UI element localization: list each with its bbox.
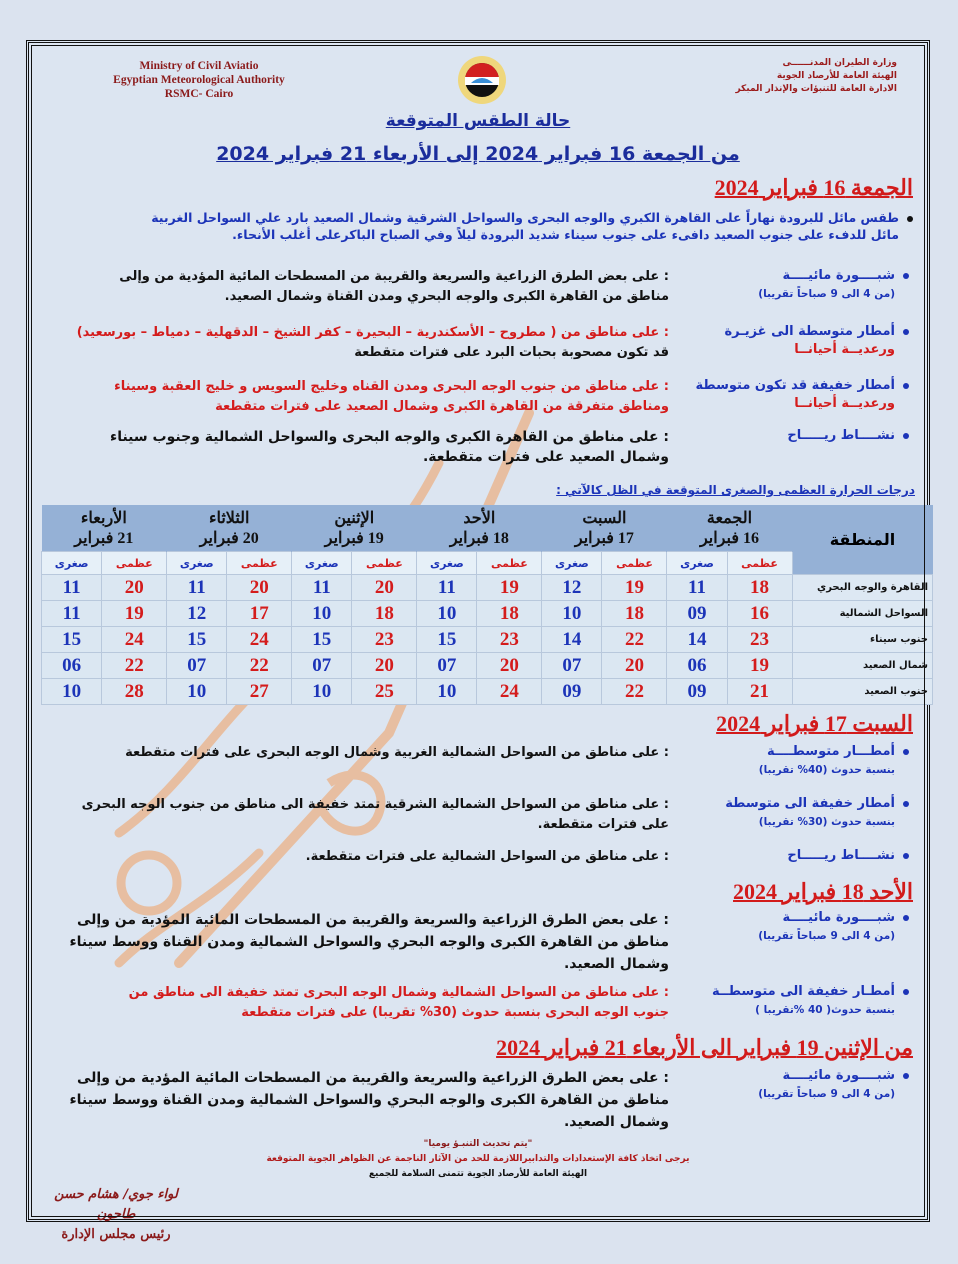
min-temp-cell: 14 bbox=[667, 627, 727, 653]
max-temp-cell: 18 bbox=[602, 601, 667, 627]
day1-summary-line1: طقس مائل للبرودة نهاراً على القاهرة الكبري والوجه البحرى والسواحل الشرقية وشمال الصعيد بارد علي السواحل الغربية bbox=[49, 209, 913, 226]
bullet-icon bbox=[903, 383, 909, 389]
max-temp-cell: 23 bbox=[352, 627, 417, 653]
light-rain-text: : على مناطق من جنوب الوجه البحرى ومدن القناه وخليج السويس و خليج العقبة وسيناء ومناطق متفرقة من القاهرة الكبرى وشمال الصعيد على فترات متقطعة bbox=[114, 379, 669, 414]
header-ministry-ar: وزارة الطيران المدنــــــى bbox=[782, 58, 897, 68]
bullet-icon bbox=[903, 273, 909, 279]
max-temp-cell: 20 bbox=[477, 653, 542, 679]
forecast-document: Ministry of Civil Aviatio Egyptian Meteorological Authority RSMC- Cairo وزارة الطيران المدنــــــى الهيئة العامة للأرصاد الجوية الادارة العامة للتنبؤات والإنذار المبكر حالة الطقس المتوقعة من الجمعة 16 فبراير 2024 إلى الأربعاء 21 فبراير 2024 الجمعة 16 فبراير 2024 طقس مائل للبرودة نهاراً على القاهرة الكبري والوجه البحرى والسواحل الشرقية وشمال الصعيد بارد علي السواحل الغربية مائل للدفء على جنوب الصعيد دافىء على جنوب سيناء شديد البرودة ليلاً وفي الصباح الباكرعلى أغلب الأنحاء. شبــــورة مائيــــة (من 4 الى 9 صباحاً تقريبا) : على بعض الطرق الزراعية والسريعة والقريبة من المسطحات المائية المؤدية من وإلى مناطق من القاهرة الكبرى والوجه البحري ومدن القناة وشمال الصعيد. أمطار متوسطة الى غزيـرة ورعديــة أحيانــا : على مناطق من ( مطروح – الأسكندرية – البحيرة – كفر الشيخ – الدقهلية – دمياط – بورسعيد) قد تكون مصحوبة بحبات البرد على فترات متقطعة أمطار خفيفة قد تكون متوسطة ورعديــة أحيانــا : على مناطق من جنوب الوجه البحرى ومدن القناه وخليج السويس و خليج العقبة وسيناء ومناطق متفرقة من القاهرة الكبرى وشمال الصعيد على فترات متقطعة نشــــاط ريـــــاح : على مناطق من القاهرة الكبرى والوجه البحرى والسواحل الشمالية وجنوب سيناء وشمال الصعيد على فترات متقطعة. درجات الحرارة العظمى والصغرى المتوقعة في الظل كالآتي : المنطقة الجمعة 16 فبراير السبت 17 فبراير الأحد 18 فبراير الإثنين 19 فبراير الثلاثاء 20 فبراير الأربعاء 21 فبراير عظمى صغرى عظمى صغرى عظمى صغرى عظمى صغرى عظمى صغرى عظمى صغرى القاهرة والوجه البحري 18 11 19 12 19 11 20 11 20 11 20 11 السواحل الشمالية 16 09 18 10 18 10 18 10 17 12 19 11 جنوب سيناء 23 14 22 14 23 15 23 15 24 15 24 15 شمال الصعيد 19 06 20 07 20 07 20 07 22 07 22 06 جنوب الصعيد 21 09 22 09 24 10 25 10 27 10 28 10 السبت 17 فبراير 2024 أمطـــار متوسطــــة بنسبة حدوث (40% تقريبا) : على مناطق من السواحل الشمالية الغربية وشمال الوجه البحرى على فترات متقطعة أمطار خفيفة الى متوسطة بنسبة حدوث (30% تقريبا) : على مناطق من السواحل الشمالية الشرقية تمتد خفيفة الى مناطق من جنوب الوجه البحرى على فترات متقطعة. نشــــاط ريـــــاح : على مناطق من السواحل الشمالية على فترات متقطعة. الأحد 18 فبراير 2024 شبــــورة مائيــــة (من 4 الى 9 صباحاً تقريبا) : على بعض الطرق الزراعية والسريعة والقريبة من المسطحات المائية المؤدية من وإلى مناطق من القاهرة الكبرى والوجه البحري والسواحل الشمالية ومدن القناة ووسط سيناء وشمال الصعيد. أمطـار خفيفة الى متوسطــة بنسبة حدوث( 40 %تقريبا ) : على مناطق من السواحل الشمالية وشمال الوجه البحرى تمتد خفيفة الى مناطق من جنوب الوجه البحرى بنسبة حدوث (30% تقريبا) على فترات متقطعة من الإثنين 19 فبراير الى الأربعاء 21 فبراير 2024 شبــــورة مائيــــة (من 4 الى 9 صباحاً تقريبا) : على بعض الطرق الزراعية والسريعة والقريبة من المسطحات المائية المؤدية من وإلى مناطق من القاهرة الكبرى والوجه البحري والسواحل الشمالية ومدن القناة ووسط سيناء وشمال الصعيد. "يتم تحديث التنبـؤ يوميا" يرجى اتخاذ كافة الإستعدادات والتدابيراللازمة للحد من الآثار الناجمة عن الظواهر الجوية المتوقعة الهيئة العامة للأرصاد الجوية تتمنى السلامة للجميع لواء جوي/ هشام حسن طاحون رئيس مجلس الإدارة bbox=[26, 40, 930, 1222]
signature-title: رئيس مجلس الإدارة bbox=[61, 1227, 171, 1242]
min-temp-cell: 12 bbox=[167, 601, 227, 627]
min-temp-cell: 15 bbox=[42, 627, 102, 653]
min-temp-cell: 09 bbox=[667, 679, 727, 705]
day2-heading: السبت 17 فبراير 2024 bbox=[716, 711, 913, 736]
header-ministry: Ministry of Civil Aviatio bbox=[139, 60, 259, 72]
update-note: "يتم تحديث التنبـؤ يوميا" bbox=[423, 1139, 533, 1149]
min-temp-cell: 10 bbox=[167, 679, 227, 705]
table-row: شمال الصعيد 19 06 20 07 20 07 20 07 22 07 22 06 bbox=[42, 653, 933, 679]
min-temp-cell: 11 bbox=[42, 601, 102, 627]
max-temp-cell: 16 bbox=[727, 601, 792, 627]
min-temp-cell: 12 bbox=[542, 575, 602, 601]
min-temp-cell: 10 bbox=[417, 601, 477, 627]
min-temp-cell: 10 bbox=[542, 601, 602, 627]
min-temp-cell: 15 bbox=[167, 627, 227, 653]
safety-note: الهيئة العامة للأرصاد الجوية تتمنى السلامة للجميع bbox=[368, 1169, 588, 1179]
precaution-note: يرجى اتخاذ كافة الإستعدادات والتدابيراللازمة للحد من الآثار الناجمة عن الظواهر الجوية المتوقعة bbox=[266, 1154, 690, 1164]
day-header: الثلاثاء 20 فبراير bbox=[167, 505, 292, 552]
header-authority: Egyptian Meteorological Authority bbox=[113, 74, 285, 86]
max-temp-cell: 20 bbox=[602, 653, 667, 679]
bullet-icon bbox=[907, 216, 913, 222]
table-row: جنوب سيناء 23 14 22 14 23 15 23 15 24 15 24 15 bbox=[42, 627, 933, 653]
day-header: الجمعة 16 فبراير bbox=[667, 505, 792, 552]
day-header: الإثنين 19 فبراير bbox=[292, 505, 417, 552]
fog-text: : على بعض الطرق الزراعية والسريعة والقريبة من المسطحات المائية المؤدية من وإلى مناطق من القاهرة الكبرى والوجه البحري ومدن القناة وشمال الصعيد. bbox=[119, 269, 669, 304]
temps-intro: درجات الحرارة العظمى والصغرى المتوقعة في الظل كالآتي : bbox=[556, 483, 915, 497]
min-temp-cell: 11 bbox=[42, 575, 102, 601]
table-row: جنوب الصعيد 21 09 22 09 24 10 25 10 27 10 28 10 bbox=[42, 679, 933, 705]
min-temp-cell: 10 bbox=[417, 679, 477, 705]
min-temp-cell: 11 bbox=[667, 575, 727, 601]
max-temp-cell: 27 bbox=[227, 679, 292, 705]
max-temp-cell: 28 bbox=[102, 679, 167, 705]
max-temp-cell: 20 bbox=[227, 575, 292, 601]
max-temp-cell: 24 bbox=[477, 679, 542, 705]
max-temp-cell: 22 bbox=[602, 627, 667, 653]
min-temp-cell: 10 bbox=[292, 679, 352, 705]
page-title: حالة الطقس المتوقعة bbox=[385, 111, 571, 131]
min-temp-cell: 07 bbox=[542, 653, 602, 679]
min-temp-cell: 15 bbox=[292, 627, 352, 653]
bullet-icon bbox=[903, 1073, 909, 1079]
wind-text: : على مناطق من القاهرة الكبرى والوجه البحرى والسواحل الشمالية وجنوب سيناء وشمال الصعيد على فترات متقطعة. bbox=[110, 429, 669, 465]
day-header: الأربعاء 21 فبراير bbox=[42, 505, 167, 552]
max-temp-cell: 17 bbox=[227, 601, 292, 627]
max-temp-cell: 20 bbox=[352, 575, 417, 601]
min-temp-cell: 11 bbox=[167, 575, 227, 601]
day3-heading: الأحد 18 فبراير 2024 bbox=[733, 879, 913, 904]
day1-summary bbox=[49, 209, 913, 243]
region-header: المنطقة bbox=[792, 505, 933, 575]
min-temp-cell: 09 bbox=[667, 601, 727, 627]
day4-heading: من الإثنين 19 فبراير الى الأربعاء 21 فبراير 2024 bbox=[496, 1035, 913, 1060]
heavy-rain-text: : على مناطق من ( مطروح – الأسكندرية – البحيرة – كفر الشيخ – الدقهلية – دمياط – بورسعيد) قد تكون مصحوبة بحبات البرد على فترات متقطعة bbox=[76, 325, 669, 360]
temperature-table bbox=[41, 505, 933, 705]
table-row: السواحل الشمالية 16 09 18 10 18 10 18 10 17 12 19 11 bbox=[42, 601, 933, 627]
max-temp-cell: 18 bbox=[727, 575, 792, 601]
day1-heading: الجمعة 16 فبراير 2024 bbox=[714, 175, 913, 200]
bullet-icon bbox=[903, 853, 909, 859]
wind-label: نشــــاط ريـــــاح bbox=[679, 427, 909, 445]
signature-name: لواء جوي/ هشام حسن طاحون bbox=[54, 1187, 178, 1222]
day-header: الأحد 18 فبراير bbox=[417, 505, 542, 552]
max-temp-cell: 23 bbox=[477, 627, 542, 653]
min-temp-cell: 11 bbox=[417, 575, 477, 601]
max-temp-cell: 24 bbox=[102, 627, 167, 653]
table-row: القاهرة والوجه البحري 18 11 19 12 19 11 20 11 20 11 20 11 bbox=[42, 575, 933, 601]
light-rain-label: أمطار خفيفة قد تكون متوسطة ورعديــة أحيانــا bbox=[679, 377, 909, 413]
min-temp-cell: 07 bbox=[292, 653, 352, 679]
min-temp-cell: 09 bbox=[542, 679, 602, 705]
max-temp-cell: 25 bbox=[352, 679, 417, 705]
min-temp-cell: 07 bbox=[417, 653, 477, 679]
max-temp-cell: 18 bbox=[352, 601, 417, 627]
min-temp-cell: 10 bbox=[42, 679, 102, 705]
ema-logo-icon bbox=[457, 55, 507, 105]
min-temp-cell: 06 bbox=[667, 653, 727, 679]
max-temp-cell: 18 bbox=[477, 601, 542, 627]
min-temp-cell: 14 bbox=[542, 627, 602, 653]
day1-summary-line2: مائل للدفء على جنوب الصعيد دافىء على جنوب سيناء شديد البرودة ليلاً وفي الصباح الباكرعلى أغلب الأنحاء. bbox=[232, 227, 899, 242]
max-temp-cell: 22 bbox=[102, 653, 167, 679]
header-rsmc: RSMC- Cairo bbox=[164, 88, 234, 100]
max-temp-cell: 24 bbox=[227, 627, 292, 653]
bullet-icon bbox=[903, 749, 909, 755]
min-temp-cell: 15 bbox=[417, 627, 477, 653]
max-temp-cell: 22 bbox=[227, 653, 292, 679]
max-temp-cell: 19 bbox=[477, 575, 542, 601]
bullet-icon bbox=[903, 801, 909, 807]
max-temp-cell: 20 bbox=[352, 653, 417, 679]
header-authority-ar: الهيئة العامة للأرصاد الجوية bbox=[776, 71, 897, 81]
subheader-row: عظمى صغرى عظمى صغرى عظمى صغرى عظمى صغرى عظمى صغرى عظمى صغرى bbox=[42, 552, 933, 575]
english-header bbox=[89, 59, 309, 101]
min-temp-cell: 07 bbox=[167, 653, 227, 679]
max-temp-cell: 20 bbox=[102, 575, 167, 601]
max-temp-cell: 22 bbox=[602, 679, 667, 705]
header-dept-ar: الادارة العامة للتنبؤات والإنذار المبكر bbox=[735, 84, 897, 94]
bullet-icon bbox=[903, 433, 909, 439]
signature bbox=[51, 1185, 181, 1245]
footer-notes bbox=[29, 1137, 927, 1182]
bullet-icon bbox=[903, 329, 909, 335]
page-subtitle: من الجمعة 16 فبراير 2024 إلى الأربعاء 21 فبراير 2024 bbox=[216, 143, 740, 165]
heavy-rain-label: أمطار متوسطة الى غزيـرة ورعديــة أحيانــا bbox=[679, 323, 909, 359]
bullet-icon bbox=[903, 989, 909, 995]
max-temp-cell: 19 bbox=[102, 601, 167, 627]
max-temp-cell: 23 bbox=[727, 627, 792, 653]
max-temp-cell: 19 bbox=[602, 575, 667, 601]
max-temp-cell: 19 bbox=[727, 653, 792, 679]
day-header: السبت 17 فبراير bbox=[542, 505, 667, 552]
fog-label: شبــــورة مائيــــة (من 4 الى 9 صباحاً تقريبا) bbox=[679, 267, 909, 303]
max-temp-cell: 21 bbox=[727, 679, 792, 705]
arabic-header bbox=[677, 57, 897, 96]
min-temp-cell: 11 bbox=[292, 575, 352, 601]
bullet-icon bbox=[903, 915, 909, 921]
min-temp-cell: 06 bbox=[42, 653, 102, 679]
min-temp-cell: 10 bbox=[292, 601, 352, 627]
